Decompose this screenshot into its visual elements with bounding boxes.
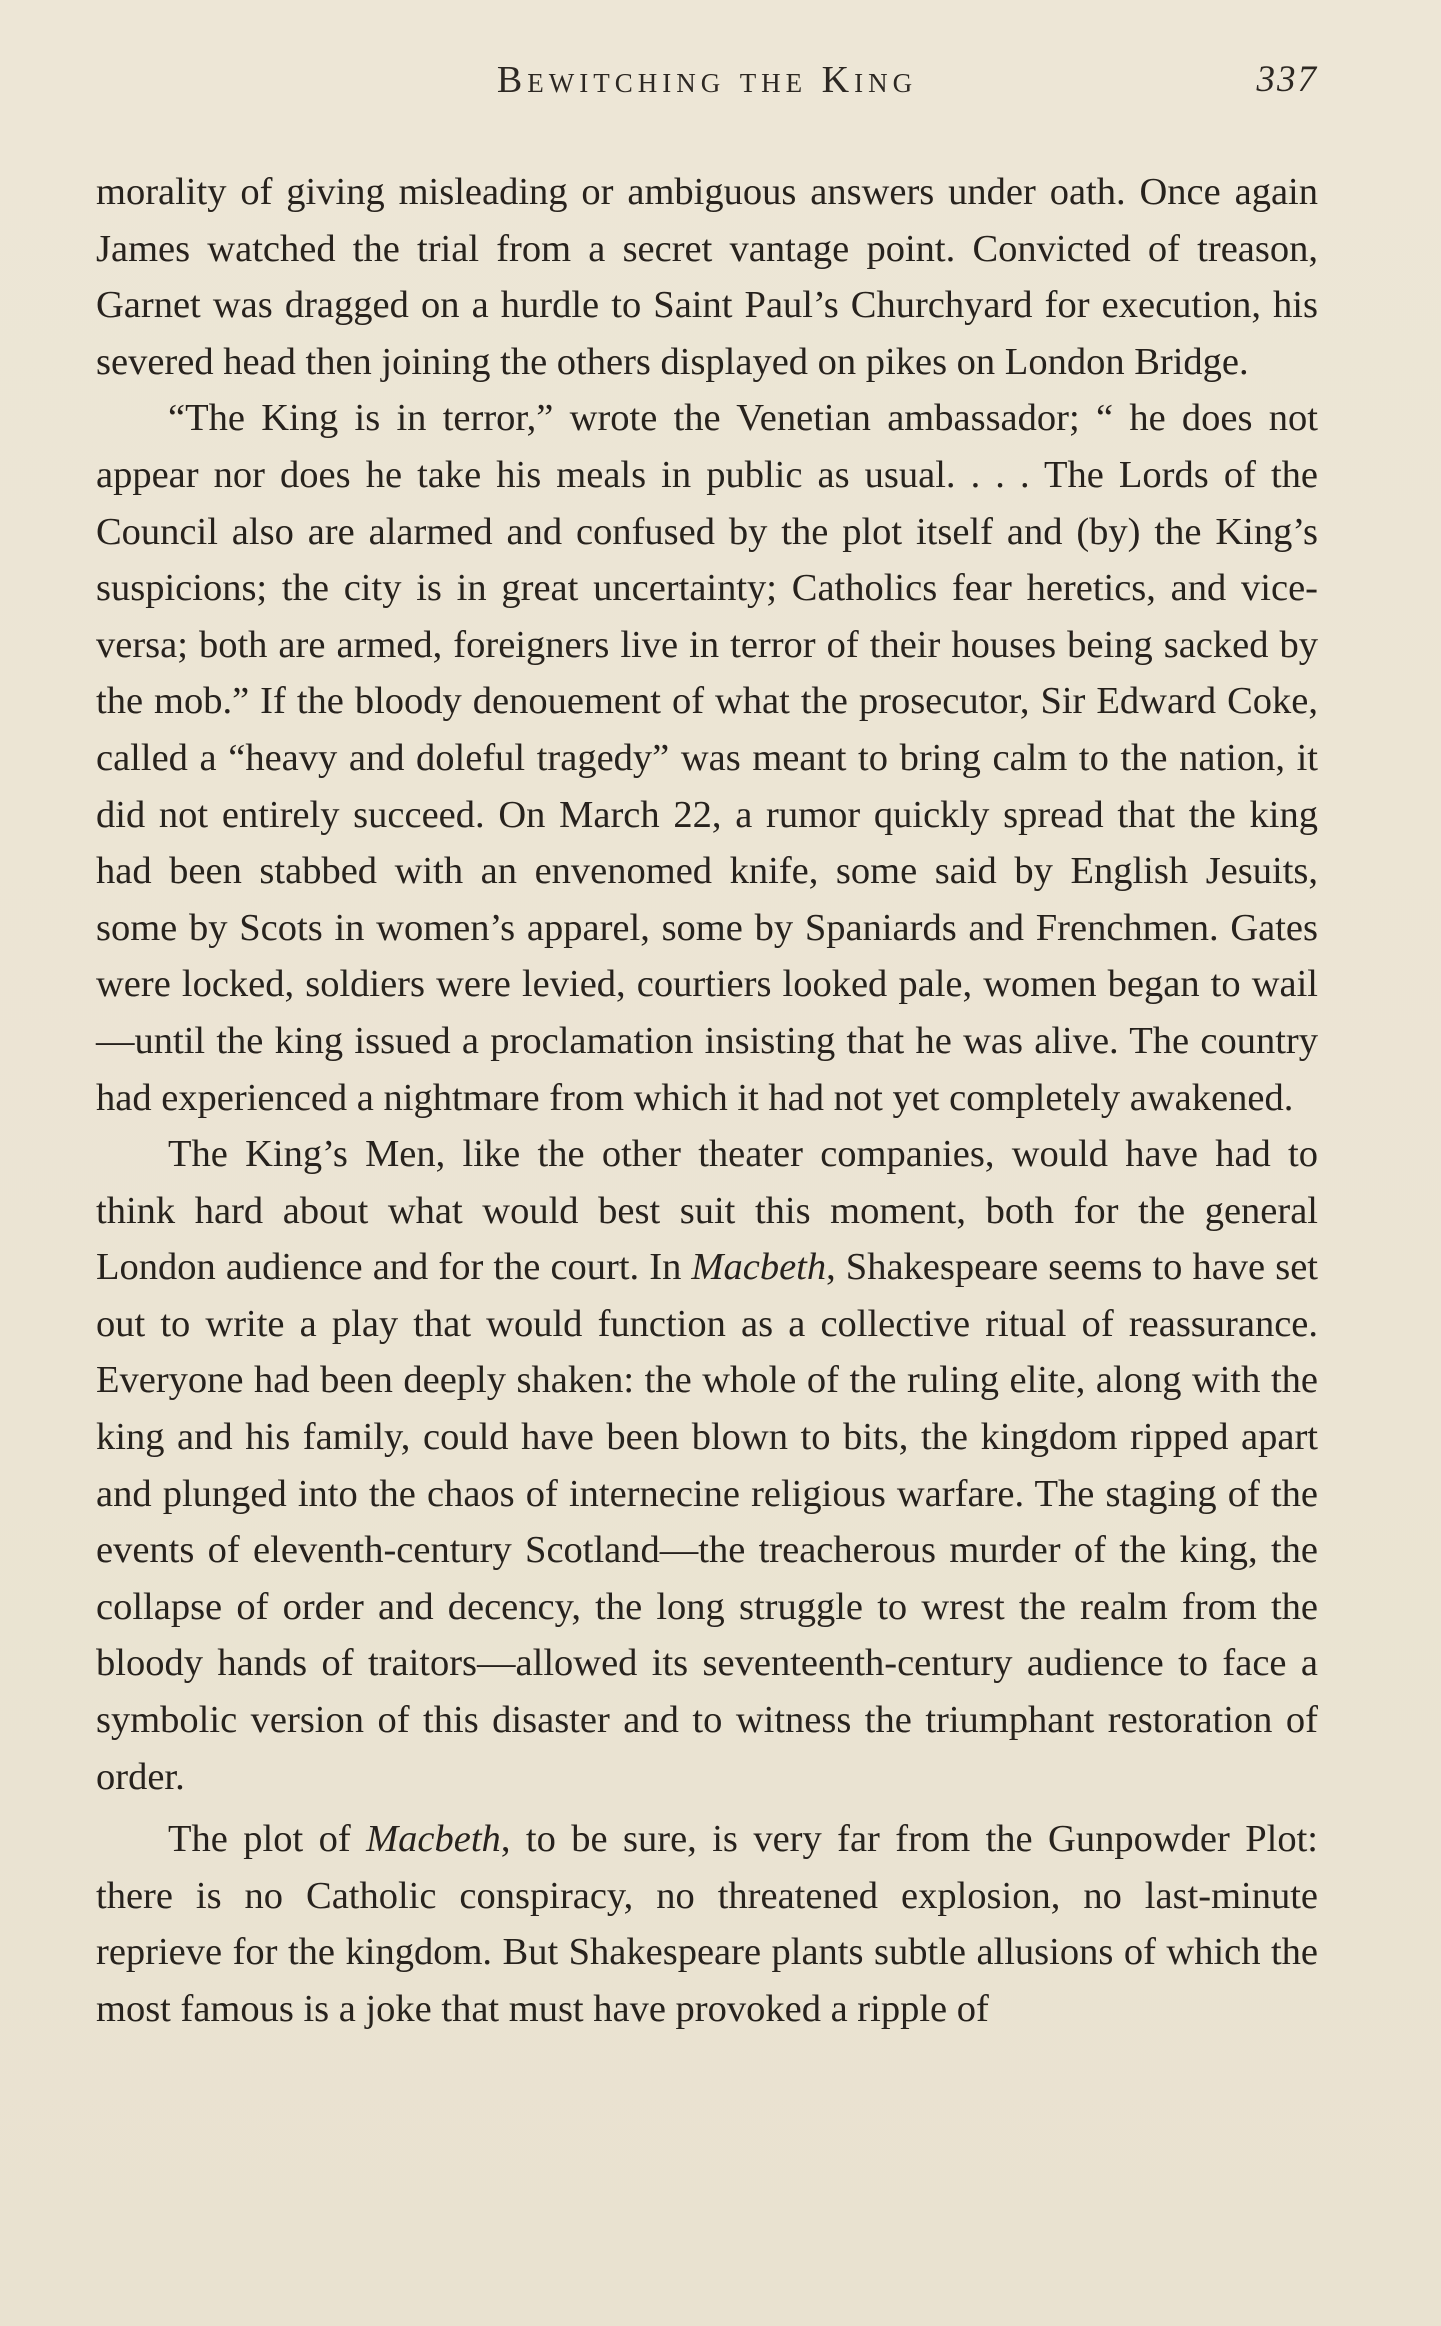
paragraph-text: , to be sure, is very far from the Gunpowder Plot: there is no Catholic conspiracy, no threatened explosion, no last-minute reprieve for the kingdom. But Shakespeare plants subtle allusions of which the most famous is a joke that must have provoked a ripple of: [96, 1818, 1318, 2030]
page-number: 337: [1256, 59, 1318, 100]
paragraph-2: [96, 390, 1318, 1126]
paragraph-4: [96, 1811, 1318, 2037]
italic-title: Macbeth: [366, 1818, 501, 1861]
paragraph-text: The King’s Men, like the other theater companies, would have had to think hard about what would best suit this moment, both for the general London audience and for the court. In: [96, 1133, 1318, 1289]
paragraph-text: morality of giving misleading or ambiguous answers under oath. Once again James watched the trial from a secret vantage point. Convicted of treason, Garnet was dragged on a hurdle to Saint Paul’s Churchyard for execution, his severed head then joining the others displayed on pikes on London Bridge.: [96, 171, 1318, 383]
body-text: [96, 164, 1318, 2038]
running-head-title: Bewitching the King: [496, 59, 918, 101]
paragraph-text: , Shakespeare seems to have set out to write a play that would function as a collective ritual of reassurance. Everyone had been deeply shaken: the whole of the ruling elite, along with the king and his family, could have been blown to bits, the kingdom ripped apart and plunged into the chaos of internecine religious warfare. The staging of the events of eleventh-century Scotland—the treacherous murder of the king, the collapse of order and decency, the long struggle to wrest the realm from the bloody hands of traitors—allowed its seventeenth-century audience to face a symbolic version of this disaster and to witness the triumphant restoration of order.: [96, 1246, 1318, 1798]
running-head: [96, 58, 1318, 118]
paragraph-text: “The King is in terror,” wrote the Venetian ambassador; “ he does not appear nor does he take his meals in public as usual. . . . The Lords of the Council also are alarmed and confused by the plot itself and (by) the King’s suspicions; the city is in great uncertainty; Catholics fear heretics, and vice-versa; both are armed, foreigners live in terror of their houses being sacked by the mob.” If the bloody denouement of what the prosecutor, Sir Edward Coke, called a “heavy and doleful tragedy” was meant to bring calm to the nation, it did not entirely succeed. On March 22, a rumor quickly spread that the king had been stabbed with an envenomed knife, some said by English Jesuits, some by Scots in women’s apparel, some by Spaniards and Frenchmen. Gates were locked, soldiers were levied, courtiers looked pale, women began to wail—until the king issued a proclamation insisting that he was alive. The country had experienced a nightmare from which it had not yet completely awakened.: [96, 397, 1318, 1119]
italic-title: Macbeth: [691, 1246, 827, 1289]
paragraph-3: [96, 1126, 1318, 1805]
paragraph-1: [96, 164, 1318, 390]
paragraph-text: The plot of: [168, 1818, 367, 1861]
